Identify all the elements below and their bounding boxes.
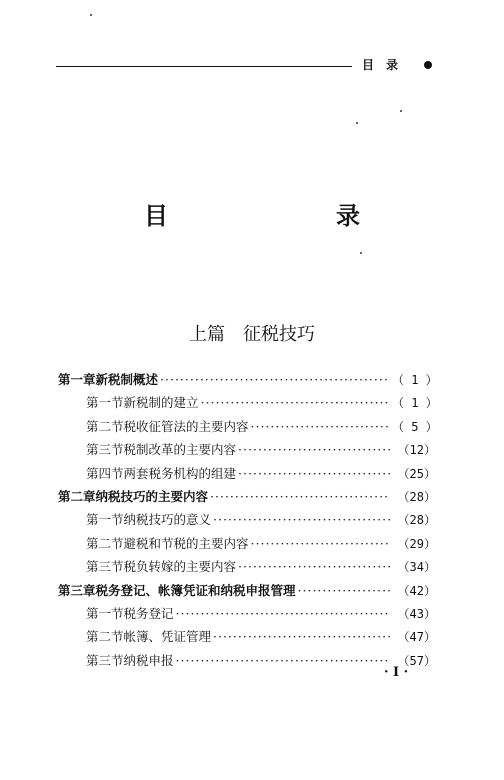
toc-entry-number: 第三节 (86, 652, 124, 668)
running-header (362, 56, 432, 73)
toc-entry-title: 税制改革的主要内容 (123, 442, 237, 458)
toc-entry-page: （43） (397, 606, 436, 621)
header-rule (56, 66, 352, 67)
toc-entry-number: 第一节 (86, 512, 124, 528)
toc-entry-title: 帐簿、凭证管理 (123, 629, 212, 645)
toc-entry-section[interactable] (58, 393, 436, 416)
dot-leader (213, 512, 390, 527)
toc-entry-section[interactable] (58, 604, 436, 627)
toc-entry-number: 第一节 (86, 395, 124, 411)
toc-entry-title: 税务登记 (123, 605, 174, 621)
toc-entry-title: 新税制概述 (95, 372, 159, 387)
table-of-contents (58, 370, 436, 674)
bullet-dot-icon (424, 61, 432, 69)
running-header-text: 目 录 (362, 58, 399, 72)
toc-entry-title: 税负转嫁的主要内容 (123, 559, 237, 575)
toc-entry-section[interactable] (58, 627, 436, 650)
page-title: 目 录 (144, 201, 400, 230)
toc-entry-title: 两套税务机构的组建 (123, 465, 237, 481)
scan-speck (400, 110, 402, 112)
toc-entry-title: 纳税技巧的意义 (123, 512, 212, 528)
toc-entry-page: （42） (397, 583, 436, 598)
toc-entry-section[interactable] (58, 440, 436, 463)
toc-entry-page: （25） (397, 466, 436, 481)
dot-leader (210, 489, 390, 504)
dot-leader (176, 653, 390, 668)
scan-speck (360, 252, 362, 254)
toc-entry-title: 纳税申报 (123, 652, 174, 668)
toc-entry-section[interactable] (58, 510, 436, 533)
toc-entry-page: （57） (397, 653, 436, 668)
toc-entry-page: （28） (397, 489, 436, 504)
toc-entry-page: （12） (397, 443, 436, 458)
dot-leader (176, 606, 390, 621)
toc-entry-page: （29） (397, 536, 436, 551)
dot-leader (238, 442, 390, 457)
toc-entry-number: 第二章 (58, 488, 96, 504)
dot-leader (160, 372, 390, 387)
toc-entry-number: 第二节 (86, 629, 124, 645)
scan-speck (356, 122, 358, 124)
scan-speck (90, 14, 92, 16)
toc-entry-title: 纳税技巧的主要内容 (95, 488, 209, 504)
toc-entry-page: （28） (397, 513, 436, 528)
toc-entry-page: （ 1 ） (392, 373, 438, 387)
toc-entry-number: 第三章 (58, 582, 96, 598)
toc-entry-title: 新税制的建立 (123, 395, 199, 411)
toc-entry-section[interactable] (58, 534, 436, 557)
toc-entry-section[interactable] (58, 417, 436, 440)
toc-entry-chapter-2[interactable] (58, 487, 436, 510)
toc-entry-section[interactable] (58, 651, 436, 674)
toc-entry-page: （ 1 ） (392, 396, 438, 411)
toc-entry-title: 避税和节税的主要内容 (123, 535, 249, 551)
toc-entry-section[interactable] (58, 464, 436, 487)
dot-leader (238, 466, 390, 481)
dot-leader (298, 583, 390, 598)
toc-entry-number: 第一章 (58, 372, 96, 387)
dot-leader (251, 419, 390, 434)
toc-entry-number: 第二节 (86, 535, 124, 551)
toc-entry-number: 第二节 (86, 418, 124, 434)
toc-entry-chapter-1[interactable] (58, 370, 436, 393)
toc-entry-chapter-3[interactable] (58, 581, 436, 604)
dot-leader (238, 559, 390, 574)
toc-entry-page: （ 5 ） (392, 419, 438, 434)
toc-entry-number: 第三节 (86, 442, 124, 458)
toc-entry-title: 税收征管法的主要内容 (123, 418, 249, 434)
toc-entry-number: 第四节 (86, 465, 124, 481)
part-title: 上篇 征税技巧 (189, 324, 315, 345)
dot-leader (213, 629, 390, 644)
toc-entry-title: 税务登记、帐簿凭证和纳税申报管理 (95, 582, 296, 598)
toc-entry-section[interactable] (58, 557, 436, 580)
dot-leader (251, 536, 390, 551)
toc-entry-page: （47） (397, 630, 436, 645)
toc-entry-number: 第三节 (86, 559, 124, 575)
dot-leader (201, 395, 390, 410)
page-folio: · Ⅰ · (384, 665, 409, 680)
toc-entry-number: 第一节 (86, 605, 124, 621)
toc-entry-page: （34） (397, 560, 436, 575)
